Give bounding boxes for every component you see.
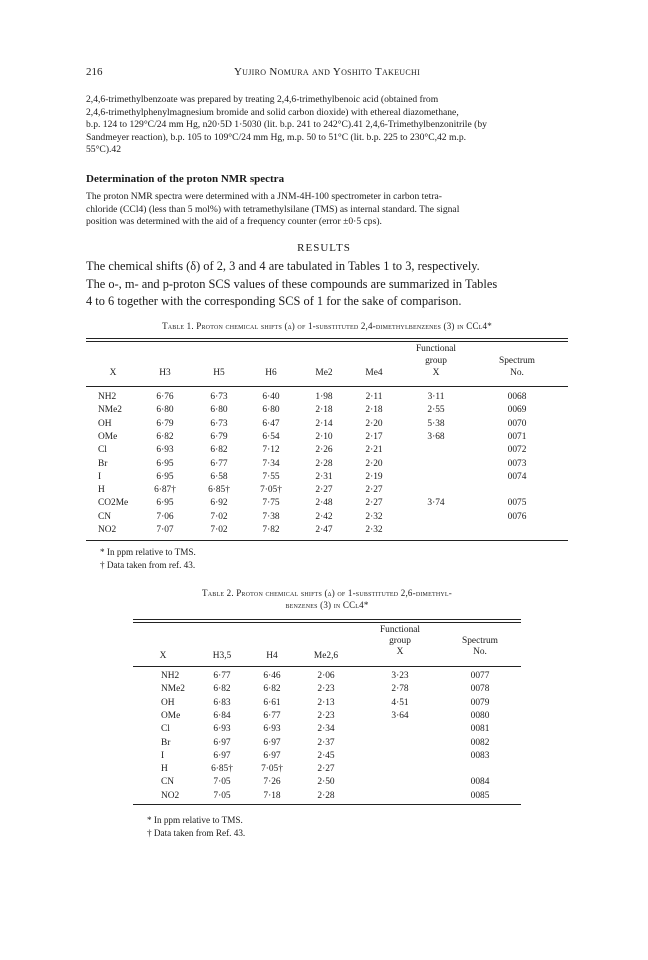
table1-cell: 2·42: [315, 511, 333, 522]
table1-cell: 6·47: [262, 418, 280, 429]
results-line: 4 to 6 together with the corresponding SCS of 1 for the sake of comparison.: [86, 294, 462, 308]
table1-cell: 0072: [507, 445, 527, 456]
table2-caption-line: benzenes (3) in CCl4*: [285, 600, 369, 610]
table1-cell: 2·32: [365, 511, 383, 522]
table1-cell: 7·05†: [260, 485, 282, 496]
table1-cell: 6·92: [210, 498, 228, 509]
table2-cell: 0078: [470, 684, 490, 695]
table2-caption: [133, 587, 521, 611]
table1-cell: 6·58: [210, 471, 228, 482]
table1-cell: 2·21: [365, 445, 383, 456]
table1-cell: 7·55: [262, 471, 280, 482]
table2-cell: 6·93: [263, 724, 281, 735]
table1-header-functional: group: [425, 356, 447, 366]
table2-cell: 6·61: [263, 697, 281, 708]
table2-cell: 2·37: [317, 737, 335, 748]
table1-cell: 0069: [507, 405, 527, 416]
table1-row-label: CN: [98, 511, 112, 522]
table2-cell: 7·05†: [261, 764, 283, 775]
table2-cell: 3·23: [391, 671, 409, 681]
table1-cell: 6·82: [156, 431, 174, 442]
nmr-line: chloride (CCl4) (less than 5 mol%) with tetramethylsilane (TMS) as internal standard. The signal: [86, 203, 460, 215]
table1-cell: 2·20: [365, 418, 383, 429]
table1-cell: 3·68: [427, 431, 445, 442]
table1-cell: 2·47: [315, 525, 333, 535]
footnote: † Data taken from ref. 43.: [100, 559, 196, 570]
table1-cell: 6·85†: [208, 485, 230, 496]
table2-cell: 2·23: [317, 684, 335, 695]
table2-cell: 6·97: [213, 737, 231, 748]
table1-header-functional: Functional: [415, 344, 457, 354]
table1-cell: 6·80: [262, 405, 280, 416]
table2-header-functional: Functional: [379, 625, 421, 635]
table1-cell: 2·17: [365, 431, 383, 442]
table1-column-header: H5: [213, 368, 225, 378]
table2-row-label: NO2: [161, 790, 180, 801]
table1-cell: 6·54: [262, 431, 280, 442]
table2-row-label: OMe: [161, 710, 181, 721]
table2-cell: 7·05: [213, 777, 231, 788]
table1-header-functional: X: [432, 368, 440, 378]
table1-cell: 5·38: [427, 418, 445, 429]
table2-cell: 6·83: [213, 697, 231, 708]
table1-column-header: X: [109, 368, 117, 378]
table1-top-rule-2: [86, 341, 568, 342]
table1-cell: 6·79: [210, 431, 228, 442]
table2-cell: 6·77: [263, 710, 281, 721]
table2-column-header: X: [159, 651, 167, 661]
table2-cell: 0077: [470, 671, 490, 681]
table2: [133, 625, 521, 815]
intro-line: Sandmeyer reaction), b.p. 105 to 109°C/24 mm Hg, m.p. 50 to 51°C (lit. b.p. 225 to 230°C,42 m.p.: [86, 131, 467, 143]
table2-cell: 2·06: [317, 671, 335, 681]
table2-cell: 0079: [470, 697, 490, 708]
table1-cell: 2·20: [365, 458, 383, 469]
results-line: The chemical shifts (δ) of 2, 3 and 4 are tabulated in Tables 1 to 3, respectively.: [86, 259, 480, 273]
table2-row-label: OH: [161, 697, 175, 708]
table2-cell: 6·82: [263, 684, 281, 695]
table2-header-functional: X: [396, 647, 404, 657]
table2-cell: 6·97: [213, 750, 231, 761]
table1-row-label: OMe: [98, 431, 118, 442]
table2-column-header: H3,5: [212, 651, 232, 661]
intro-paragraph: [86, 94, 568, 157]
table1-row-label: NO2: [98, 525, 117, 535]
table1-cell: 2·26: [315, 445, 333, 456]
table1-column-header: Me2: [315, 368, 333, 378]
table2-cell: 0081: [470, 724, 490, 735]
table1-row-label: CO2Me: [98, 498, 129, 509]
table2-cell: 6·82: [213, 684, 231, 695]
results-heading: RESULTS: [297, 242, 351, 254]
table1-cell: 3·74: [427, 498, 445, 509]
table2-cell: 0080: [470, 710, 490, 721]
table1-cell: 2·27: [365, 485, 383, 496]
table2-cell: 6·84: [213, 710, 231, 721]
table1-cell: 6·80: [210, 405, 228, 416]
table1-row-label: NMe2: [98, 405, 122, 416]
table1-cell: 7·07: [156, 525, 174, 535]
table1-row-label: OH: [98, 418, 112, 429]
nmr-paragraph: [86, 191, 568, 229]
table1-cell: 2·48: [315, 498, 333, 509]
table1-cell: 3·11: [427, 392, 445, 402]
table2-row-label: I: [161, 750, 165, 761]
table1-cell: 6·95: [156, 471, 174, 482]
results-line: The o-, m- and p-proton SCS values of these compounds are summarized in Tables: [86, 276, 498, 291]
table2-cell: 6·97: [263, 750, 281, 761]
table2-row-label: H: [161, 764, 168, 775]
table2-cell: 6·77: [213, 671, 231, 681]
table1-cell: 2·55: [427, 405, 445, 416]
table1-cell: 1·98: [315, 392, 333, 402]
table1-row-label: NH2: [98, 392, 117, 402]
table2-caption-line: Table 2. Proton chemical shifts (δ) of 1-substituted 2,6-dimethyl-: [202, 588, 452, 598]
table2-column-header: Me2,6: [313, 651, 339, 661]
table1-header-rule: [86, 386, 568, 387]
footnote: † Data taken from Ref. 43.: [147, 827, 246, 838]
table1-cell: 2·18: [365, 405, 383, 416]
table1-cell: 7·38: [262, 511, 280, 522]
table2-cell: 2·23: [317, 710, 335, 721]
table2-cell: 2·13: [317, 697, 335, 708]
table1-cell: 0071: [507, 431, 527, 442]
table1-top-rule: [86, 338, 568, 339]
table1-column-header: Me4: [365, 368, 383, 378]
table2-header-spectrum: No.: [473, 647, 487, 657]
table1-cell: 0074: [507, 471, 527, 482]
table1-cell: 2·10: [315, 431, 333, 442]
page-number: 216: [86, 66, 103, 78]
results-paragraph: [86, 258, 568, 311]
table1-cell: 0076: [507, 511, 527, 522]
table1-cell: 7·06: [156, 511, 174, 522]
table1-row-label: I: [98, 471, 102, 482]
table1-cell: 6·73: [210, 418, 228, 429]
intro-line: 55°C).42: [86, 144, 122, 156]
table1-cell: 0068: [507, 392, 527, 402]
table1-cell: 6·79: [156, 418, 174, 429]
table1-cell: 6·77: [210, 458, 228, 469]
table1-bottom-rule: [86, 540, 568, 541]
table1-cell: 2·27: [365, 498, 383, 509]
table1-cell: 6·93: [156, 445, 174, 456]
table1-cell: 0070: [507, 418, 527, 429]
table1-cell: 7·82: [262, 525, 280, 535]
table2-cell: 0084: [470, 777, 490, 788]
table1-cell: 2·14: [315, 418, 333, 429]
table1-column-header: H3: [159, 368, 171, 378]
table2-cell: 7·05: [213, 790, 231, 801]
table2-cell: 6·46: [263, 671, 281, 681]
table1-cell: 2·19: [365, 471, 383, 482]
section-heading: Determination of the proton NMR spectra: [86, 173, 285, 185]
table1-cell: 7·75: [262, 498, 280, 509]
table2-cell: 2·45: [317, 750, 335, 761]
table1-cell: 6·40: [262, 392, 280, 402]
table1-column-header: H6: [265, 368, 277, 378]
table1-cell: 7·02: [210, 511, 228, 522]
table1-cell: 2·28: [315, 458, 333, 469]
table1-cell: 6·76: [156, 392, 174, 402]
table1-cell: 7·02: [210, 525, 228, 535]
table2-row-label: NH2: [161, 671, 180, 681]
table2-cell: 4·51: [391, 697, 409, 708]
table1-cell: 2·18: [315, 405, 333, 416]
table2-row-label: Cl: [161, 724, 170, 735]
table1-caption: Table 1. Proton chemical shifts (δ) of 1-substituted 2,4-dimethylbenzenes (3) in CCl4*: [162, 321, 492, 331]
footnote: * In ppm relative to TMS.: [147, 815, 243, 825]
table2-cell: 6·97: [263, 737, 281, 748]
table2-cell: 2·34: [317, 724, 335, 735]
table1-cell: 7·12: [262, 445, 280, 456]
table1-row-label: Cl: [98, 445, 107, 456]
table1-cell: 2·31: [315, 471, 333, 482]
table1-header-spectrum: No.: [510, 368, 524, 378]
table2-cell: 2·27: [317, 764, 335, 775]
table2-cell: 0083: [470, 750, 490, 761]
table2-header-rule: [133, 666, 521, 667]
table1-cell: 0073: [507, 458, 527, 469]
table2-column-header: H4: [266, 651, 278, 661]
table2-footnotes: [147, 814, 245, 839]
table2-cell: 6·85†: [211, 764, 233, 775]
table2-cell: 2·78: [391, 684, 409, 695]
intro-line: b.p. 124 to 129°C/24 mm Hg, n20·5D 1·5030 (lit. b.p. 241 to 242°C).41 2,4,6-Trimethylbenzonitrile (by: [86, 119, 487, 131]
table2-cell: 6·93: [213, 724, 231, 735]
table2-cell: 2·50: [317, 777, 335, 788]
table1-cell: 2·11: [365, 392, 383, 402]
intro-line: 2,4,6-trimethylbenzoate was prepared by treating 2,4,6-trimethylbenoic acid (obtained from: [86, 94, 439, 105]
author-line: Yujiro Nomura and Yoshito Takeuchi: [233, 66, 421, 78]
table1-cell: 2·27: [315, 485, 333, 496]
table2-cell: 3·64: [391, 710, 409, 721]
table2-cell: 0082: [470, 737, 490, 748]
table2-cell: 7·26: [263, 777, 281, 788]
table2-header-spectrum: Spectrum: [462, 636, 498, 646]
table2-row-label: CN: [161, 777, 175, 788]
table1-row-label: Br: [98, 458, 108, 469]
table1-footnotes: [100, 546, 196, 571]
table2-cell: 2·28: [317, 790, 335, 801]
table2-row-label: Br: [161, 737, 171, 748]
table1-cell: 6·82: [210, 445, 228, 456]
table2-header-functional: group: [389, 636, 411, 646]
table1-cell: 6·73: [210, 392, 228, 402]
table1-cell: 6·95: [156, 498, 174, 509]
nmr-line: The proton NMR spectra were determined with a JNM-4H-100 spectrometer in carbon tetra-: [86, 191, 442, 202]
table1-cell: 0075: [507, 498, 527, 509]
table2-row-label: NMe2: [161, 684, 185, 695]
intro-line: 2,4,6-trimethylphenylmagnesium bromide and solid carbon dioxide) with ethereal diazomethane,: [86, 106, 459, 118]
footnote: * In ppm relative to TMS.: [100, 547, 196, 557]
table2-bottom-rule: [133, 804, 521, 805]
table2-cell: 0085: [470, 790, 490, 801]
nmr-line: position was determined with the aid of a frequency counter (error ±0·5 cps).: [86, 216, 382, 228]
table1-cell: 6·80: [156, 405, 174, 416]
table2-top-rule: [133, 619, 521, 620]
table1-cell: 2·32: [365, 525, 383, 535]
table1-cell: 6·95: [156, 458, 174, 469]
table1-header-spectrum: Spectrum: [499, 356, 535, 366]
table1-cell: 7·34: [262, 458, 280, 469]
table2-top-rule-2: [133, 622, 521, 623]
table1-cell: 6·87†: [154, 485, 176, 496]
table1-row-label: H: [98, 485, 105, 496]
table2-cell: 7·18: [263, 790, 281, 801]
